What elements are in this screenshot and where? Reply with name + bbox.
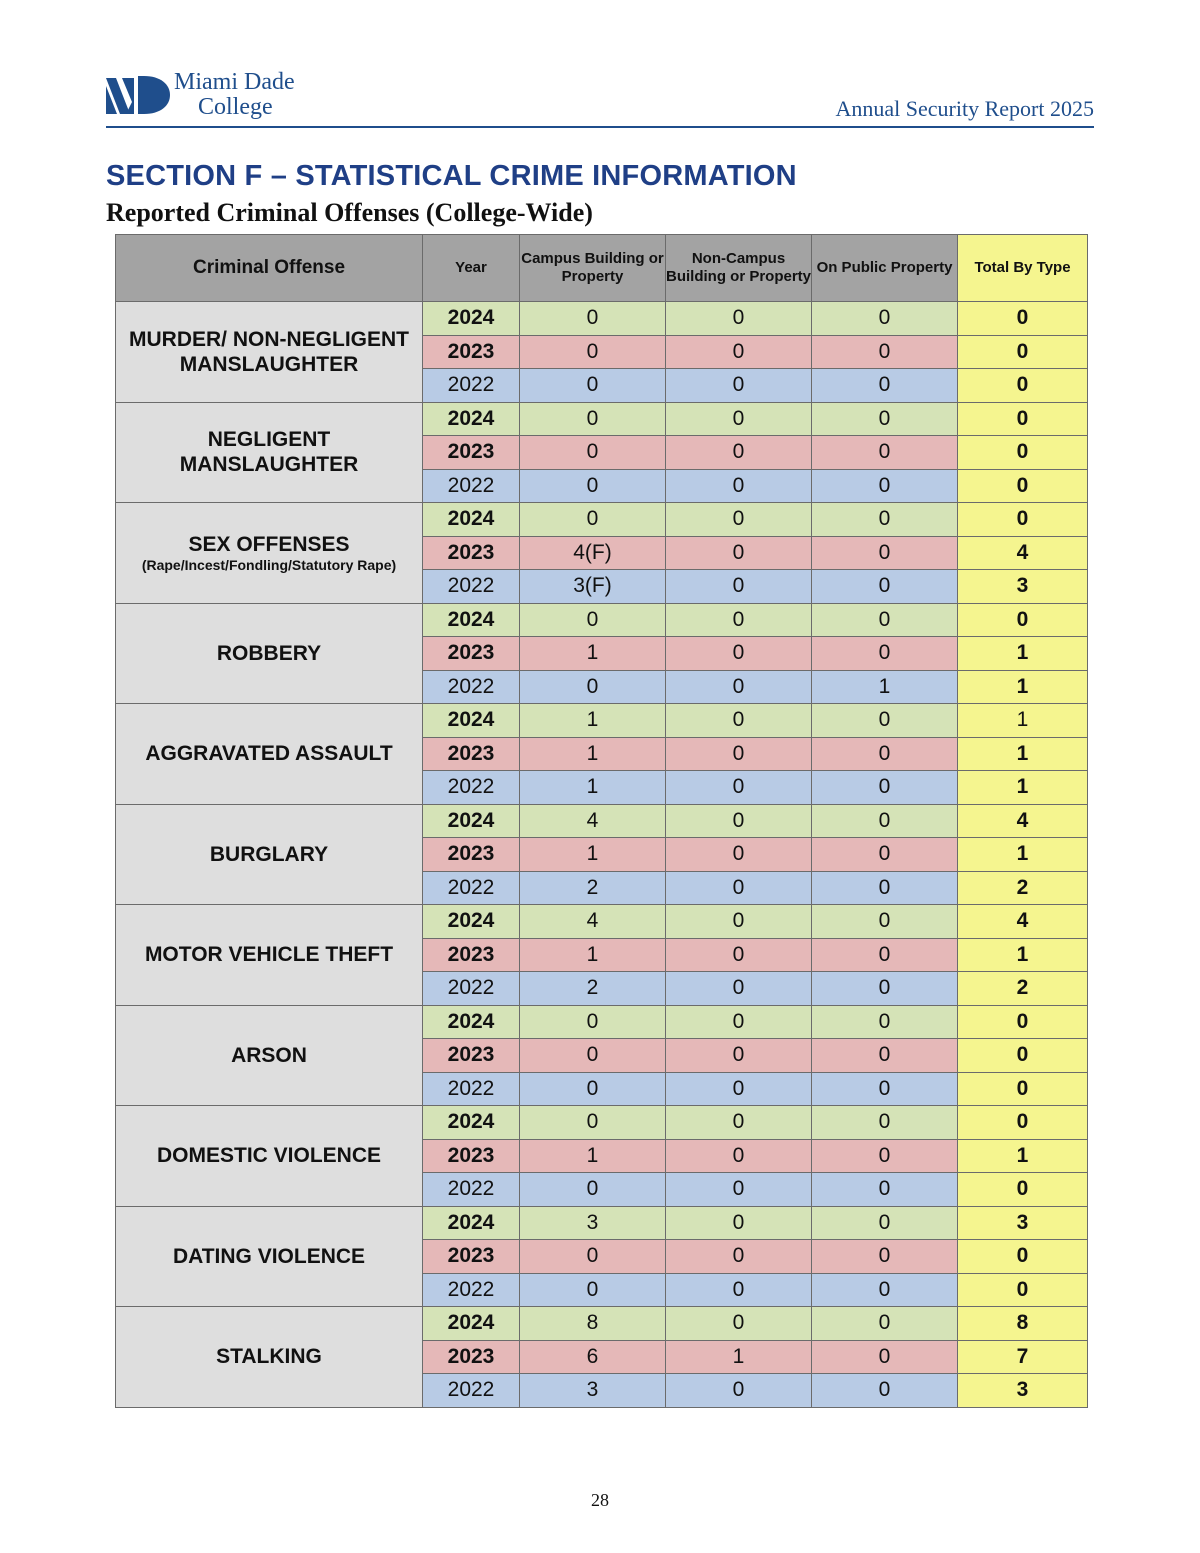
campus-count-cell: 4(F) xyxy=(520,536,666,570)
campus-count-cell: 2 xyxy=(520,871,666,905)
non-campus-count-cell: 0 xyxy=(666,369,812,403)
offense-name-cell xyxy=(116,402,423,503)
non-campus-count-cell: 0 xyxy=(666,871,812,905)
year-cell: 2023 xyxy=(423,436,520,470)
campus-count-cell: 0 xyxy=(520,402,666,436)
public-property-count-cell: 0 xyxy=(812,1273,958,1307)
year-cell: 2022 xyxy=(423,369,520,403)
total-count-cell: 2 xyxy=(958,871,1088,905)
table-row xyxy=(116,1005,1088,1039)
campus-count-cell: 0 xyxy=(520,1273,666,1307)
year-cell: 2024 xyxy=(423,503,520,537)
total-count-cell: 7 xyxy=(958,1340,1088,1374)
non-campus-count-cell: 0 xyxy=(666,1240,812,1274)
logo-wordmark xyxy=(174,70,295,120)
year-cell: 2023 xyxy=(423,737,520,771)
header-criminal-offense: Criminal Offense xyxy=(116,235,423,302)
campus-count-cell: 3 xyxy=(520,1206,666,1240)
non-campus-count-cell: 0 xyxy=(666,972,812,1006)
table-row xyxy=(116,503,1088,537)
campus-count-cell: 0 xyxy=(520,1005,666,1039)
campus-count-cell: 0 xyxy=(520,503,666,537)
header-non-campus-building: Non-Campus Building or Property xyxy=(666,235,812,302)
campus-count-cell: 8 xyxy=(520,1307,666,1341)
year-cell: 2022 xyxy=(423,1374,520,1408)
campus-count-cell: 1 xyxy=(520,838,666,872)
non-campus-count-cell: 0 xyxy=(666,905,812,939)
offense-name: SEX OFFENSES xyxy=(188,532,350,556)
table-row xyxy=(116,1307,1088,1341)
public-property-count-cell: 0 xyxy=(812,369,958,403)
total-count-cell: 4 xyxy=(958,536,1088,570)
campus-count-cell: 1 xyxy=(520,737,666,771)
college-logo-icon xyxy=(106,72,170,116)
year-cell: 2023 xyxy=(423,1340,520,1374)
total-count-cell: 1 xyxy=(958,670,1088,704)
total-count-cell: 0 xyxy=(958,402,1088,436)
public-property-count-cell: 0 xyxy=(812,335,958,369)
public-property-count-cell: 0 xyxy=(812,1106,958,1140)
year-cell: 2024 xyxy=(423,603,520,637)
public-property-count-cell: 1 xyxy=(812,670,958,704)
campus-count-cell: 4 xyxy=(520,804,666,838)
total-count-cell: 1 xyxy=(958,938,1088,972)
year-cell: 2022 xyxy=(423,1072,520,1106)
table-row xyxy=(116,603,1088,637)
non-campus-count-cell: 0 xyxy=(666,938,812,972)
offense-name-cell xyxy=(116,503,423,604)
offense-name: ROBBERY xyxy=(216,641,322,665)
table-row xyxy=(116,1206,1088,1240)
year-cell: 2023 xyxy=(423,1139,520,1173)
offense-name: MOTOR VEHICLE THEFT xyxy=(144,943,394,967)
non-campus-count-cell: 0 xyxy=(666,335,812,369)
campus-count-cell: 1 xyxy=(520,771,666,805)
offense-name-cell xyxy=(116,1005,423,1106)
offense-name-cell xyxy=(116,704,423,805)
campus-count-cell: 0 xyxy=(520,335,666,369)
table-subtitle: Reported Criminal Offenses (College-Wide) xyxy=(106,198,593,227)
total-count-cell: 2 xyxy=(958,972,1088,1006)
campus-count-cell: 1 xyxy=(520,1139,666,1173)
non-campus-count-cell: 0 xyxy=(666,838,812,872)
public-property-count-cell: 0 xyxy=(812,469,958,503)
campus-count-cell: 0 xyxy=(520,1039,666,1073)
public-property-count-cell: 0 xyxy=(812,838,958,872)
non-campus-count-cell: 0 xyxy=(666,1173,812,1207)
total-count-cell: 0 xyxy=(958,1240,1088,1274)
offense-subtitle: (Rape/Incest/Fondling/Statutory Rape) xyxy=(141,556,397,573)
campus-count-cell: 0 xyxy=(520,302,666,336)
offense-name-cell xyxy=(116,603,423,704)
public-property-count-cell: 0 xyxy=(812,804,958,838)
header-year: Year xyxy=(423,235,520,302)
year-cell: 2022 xyxy=(423,570,520,604)
public-property-count-cell: 0 xyxy=(812,603,958,637)
table-row xyxy=(116,302,1088,336)
year-cell: 2022 xyxy=(423,1173,520,1207)
non-campus-count-cell: 0 xyxy=(666,637,812,671)
year-cell: 2023 xyxy=(423,1039,520,1073)
year-cell: 2024 xyxy=(423,302,520,336)
table-row xyxy=(116,1106,1088,1140)
year-cell: 2024 xyxy=(423,905,520,939)
campus-count-cell: 1 xyxy=(520,704,666,738)
offense-name-cell xyxy=(116,804,423,905)
non-campus-count-cell: 1 xyxy=(666,1340,812,1374)
non-campus-count-cell: 0 xyxy=(666,704,812,738)
table-header-row xyxy=(116,235,1088,302)
campus-count-cell: 0 xyxy=(520,1240,666,1274)
total-count-cell: 0 xyxy=(958,369,1088,403)
table-row xyxy=(116,704,1088,738)
header-public-property: On Public Property xyxy=(812,235,958,302)
crime-statistics-table xyxy=(115,234,1088,1408)
year-cell: 2024 xyxy=(423,704,520,738)
page-number: 28 xyxy=(591,1490,609,1510)
year-cell: 2023 xyxy=(423,838,520,872)
non-campus-count-cell: 0 xyxy=(666,302,812,336)
non-campus-count-cell: 0 xyxy=(666,771,812,805)
public-property-count-cell: 0 xyxy=(812,536,958,570)
non-campus-count-cell: 0 xyxy=(666,1139,812,1173)
year-cell: 2023 xyxy=(423,637,520,671)
total-count-cell: 0 xyxy=(958,436,1088,470)
table-row xyxy=(116,804,1088,838)
public-property-count-cell: 0 xyxy=(812,871,958,905)
public-property-count-cell: 0 xyxy=(812,1005,958,1039)
public-property-count-cell: 0 xyxy=(812,1307,958,1341)
campus-count-cell: 4 xyxy=(520,905,666,939)
total-count-cell: 0 xyxy=(958,302,1088,336)
total-count-cell: 0 xyxy=(958,1106,1088,1140)
public-property-count-cell: 0 xyxy=(812,1340,958,1374)
offense-name: MURDER/ NON-NEGLIGENT MANSLAUGHTER xyxy=(129,327,409,376)
crime-table-body xyxy=(116,302,1088,1408)
logo-line-2: College xyxy=(198,94,273,120)
total-count-cell: 1 xyxy=(958,1139,1088,1173)
non-campus-count-cell: 0 xyxy=(666,503,812,537)
total-count-cell: 0 xyxy=(958,1039,1088,1073)
year-cell: 2024 xyxy=(423,402,520,436)
total-count-cell: 4 xyxy=(958,905,1088,939)
public-property-count-cell: 0 xyxy=(812,737,958,771)
campus-count-cell: 1 xyxy=(520,637,666,671)
total-count-cell: 0 xyxy=(958,1173,1088,1207)
public-property-count-cell: 0 xyxy=(812,1374,958,1408)
total-count-cell: 0 xyxy=(958,1072,1088,1106)
year-cell: 2022 xyxy=(423,1273,520,1307)
total-count-cell: 0 xyxy=(958,335,1088,369)
public-property-count-cell: 0 xyxy=(812,771,958,805)
year-cell: 2022 xyxy=(423,972,520,1006)
campus-count-cell: 0 xyxy=(520,469,666,503)
non-campus-count-cell: 0 xyxy=(666,670,812,704)
non-campus-count-cell: 0 xyxy=(666,1374,812,1408)
offense-name: BURGLARY xyxy=(209,842,329,866)
total-count-cell: 0 xyxy=(958,503,1088,537)
year-cell: 2023 xyxy=(423,1240,520,1274)
campus-count-cell: 0 xyxy=(520,436,666,470)
offense-name: DATING VIOLENCE xyxy=(172,1244,366,1268)
public-property-count-cell: 0 xyxy=(812,1139,958,1173)
year-cell: 2022 xyxy=(423,670,520,704)
offense-name: AGGRAVATED ASSAULT xyxy=(145,742,393,766)
non-campus-count-cell: 0 xyxy=(666,1039,812,1073)
non-campus-count-cell: 0 xyxy=(666,536,812,570)
campus-count-cell: 0 xyxy=(520,1173,666,1207)
non-campus-count-cell: 0 xyxy=(666,603,812,637)
offense-name: DOMESTIC VIOLENCE xyxy=(156,1144,382,1168)
non-campus-count-cell: 0 xyxy=(666,436,812,470)
non-campus-count-cell: 0 xyxy=(666,402,812,436)
campus-count-cell: 0 xyxy=(520,1072,666,1106)
offense-name: STALKING xyxy=(216,1345,322,1369)
public-property-count-cell: 0 xyxy=(812,402,958,436)
offense-name: ARSON xyxy=(231,1043,307,1067)
public-property-count-cell: 0 xyxy=(812,637,958,671)
total-count-cell: 3 xyxy=(958,1374,1088,1408)
year-cell: 2024 xyxy=(423,1005,520,1039)
campus-count-cell: 3 xyxy=(520,1374,666,1408)
table-row xyxy=(116,402,1088,436)
public-property-count-cell: 0 xyxy=(812,1240,958,1274)
year-cell: 2023 xyxy=(423,536,520,570)
non-campus-count-cell: 0 xyxy=(666,570,812,604)
year-cell: 2023 xyxy=(423,335,520,369)
total-count-cell: 8 xyxy=(958,1307,1088,1341)
total-count-cell: 0 xyxy=(958,1005,1088,1039)
non-campus-count-cell: 0 xyxy=(666,1005,812,1039)
offense-name-cell xyxy=(116,1206,423,1307)
non-campus-count-cell: 0 xyxy=(666,1273,812,1307)
campus-count-cell: 0 xyxy=(520,369,666,403)
public-property-count-cell: 0 xyxy=(812,905,958,939)
offense-name-cell xyxy=(116,1307,423,1408)
college-logo xyxy=(106,70,316,120)
total-count-cell: 1 xyxy=(958,704,1088,738)
total-count-cell: 1 xyxy=(958,737,1088,771)
year-cell: 2024 xyxy=(423,1307,520,1341)
year-cell: 2022 xyxy=(423,469,520,503)
offense-name-cell xyxy=(116,302,423,403)
header-campus-building: Campus Building or Property xyxy=(520,235,666,302)
year-cell: 2024 xyxy=(423,1106,520,1140)
year-cell: 2024 xyxy=(423,1206,520,1240)
total-count-cell: 1 xyxy=(958,771,1088,805)
non-campus-count-cell: 0 xyxy=(666,469,812,503)
public-property-count-cell: 0 xyxy=(812,302,958,336)
public-property-count-cell: 0 xyxy=(812,1039,958,1073)
total-count-cell: 1 xyxy=(958,637,1088,671)
total-count-cell: 1 xyxy=(958,838,1088,872)
public-property-count-cell: 0 xyxy=(812,436,958,470)
total-count-cell: 0 xyxy=(958,469,1088,503)
total-count-cell: 3 xyxy=(958,570,1088,604)
campus-count-cell: 6 xyxy=(520,1340,666,1374)
non-campus-count-cell: 0 xyxy=(666,737,812,771)
year-cell: 2023 xyxy=(423,938,520,972)
campus-count-cell: 3(F) xyxy=(520,570,666,604)
public-property-count-cell: 0 xyxy=(812,1206,958,1240)
report-title: Annual Security Report 2025 xyxy=(835,96,1094,121)
public-property-count-cell: 0 xyxy=(812,938,958,972)
total-count-cell: 0 xyxy=(958,1273,1088,1307)
campus-count-cell: 2 xyxy=(520,972,666,1006)
campus-count-cell: 0 xyxy=(520,603,666,637)
header-divider xyxy=(106,126,1094,128)
section-title: SECTION F – STATISTICAL CRIME INFORMATION xyxy=(106,160,797,192)
public-property-count-cell: 0 xyxy=(812,704,958,738)
offense-name: NEGLIGENT MANSLAUGHTER xyxy=(179,428,359,477)
public-property-count-cell: 0 xyxy=(812,1072,958,1106)
public-property-count-cell: 0 xyxy=(812,1173,958,1207)
year-cell: 2024 xyxy=(423,804,520,838)
year-cell: 2022 xyxy=(423,871,520,905)
total-count-cell: 0 xyxy=(958,603,1088,637)
total-count-cell: 4 xyxy=(958,804,1088,838)
non-campus-count-cell: 0 xyxy=(666,1307,812,1341)
campus-count-cell: 0 xyxy=(520,1106,666,1140)
public-property-count-cell: 0 xyxy=(812,570,958,604)
non-campus-count-cell: 0 xyxy=(666,1072,812,1106)
public-property-count-cell: 0 xyxy=(812,503,958,537)
non-campus-count-cell: 0 xyxy=(666,1206,812,1240)
total-count-cell: 3 xyxy=(958,1206,1088,1240)
offense-name-cell xyxy=(116,1106,423,1207)
campus-count-cell: 1 xyxy=(520,938,666,972)
non-campus-count-cell: 0 xyxy=(666,804,812,838)
public-property-count-cell: 0 xyxy=(812,972,958,1006)
offense-name-cell xyxy=(116,905,423,1006)
logo-line-1: Miami Dade xyxy=(174,69,295,95)
header-total-by-type: Total By Type xyxy=(958,235,1088,302)
table-row xyxy=(116,905,1088,939)
year-cell: 2022 xyxy=(423,771,520,805)
campus-count-cell: 0 xyxy=(520,670,666,704)
non-campus-count-cell: 0 xyxy=(666,1106,812,1140)
